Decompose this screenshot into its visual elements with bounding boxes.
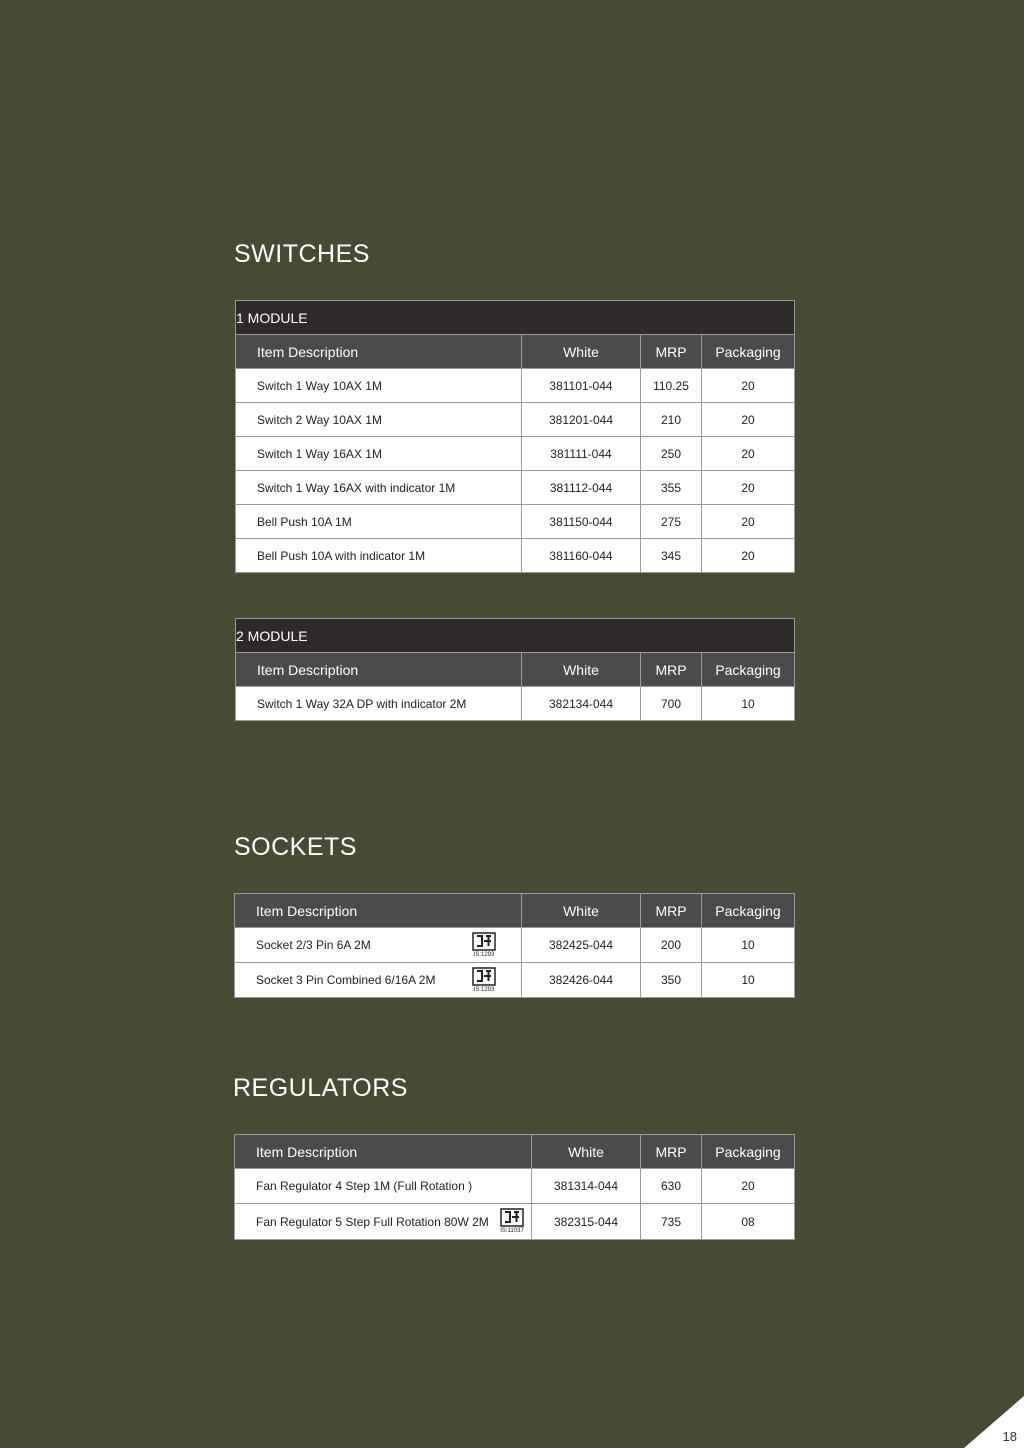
column-header-white: White xyxy=(532,1135,641,1169)
item-packaging: 10 xyxy=(702,928,795,963)
item-code: 381112-044 xyxy=(522,471,641,505)
item-code: 382426-044 xyxy=(522,963,641,998)
module-label: 2 MODULE xyxy=(236,619,795,653)
item-packaging: 20 xyxy=(702,403,795,437)
item-mrp: 700 xyxy=(641,687,702,721)
item-packaging: 20 xyxy=(702,471,795,505)
item-description: Fan Regulator 4 Step 1M (Full Rotation ) xyxy=(235,1169,532,1204)
column-header-item-description: Item Description xyxy=(235,1135,532,1169)
table-row xyxy=(235,1169,795,1204)
column-header-mrp: MRP xyxy=(641,1135,702,1169)
item-description: Fan Regulator 5 Step Full Rotation 80W 2M xyxy=(256,1214,489,1229)
item-packaging: 20 xyxy=(702,505,795,539)
item-description: Bell Push 10A 1M xyxy=(236,505,522,539)
switches-title: SWITCHES xyxy=(234,240,370,268)
item-mrp: 110.25 xyxy=(641,369,702,403)
item-code: 382315-044 xyxy=(532,1204,641,1240)
item-code: 381314-044 xyxy=(532,1169,641,1204)
item-code: 381160-044 xyxy=(522,539,641,573)
item-mrp: 630 xyxy=(641,1169,702,1204)
column-header-white: White xyxy=(522,335,641,369)
table-row xyxy=(235,963,795,998)
table-row xyxy=(236,471,795,505)
item-packaging: 20 xyxy=(702,1169,795,1204)
column-header-white: White xyxy=(522,653,641,687)
isi-mark-icon: IS:1293 xyxy=(472,967,496,994)
sockets-table xyxy=(234,893,795,998)
item-mrp: 345 xyxy=(641,539,702,573)
column-header-item-description: Item Description xyxy=(236,335,522,369)
item-description: Bell Push 10A with indicator 1M xyxy=(236,539,522,573)
item-code: 381101-044 xyxy=(522,369,641,403)
column-header-white: White xyxy=(522,894,641,928)
regulators-table xyxy=(234,1134,795,1240)
column-header-packaging: Packaging xyxy=(702,335,795,369)
item-description: Switch 1 Way 16AX 1M xyxy=(236,437,522,471)
table-row xyxy=(236,687,795,721)
column-header-item-description: Item Description xyxy=(235,894,522,928)
table-row xyxy=(236,539,795,573)
item-mrp: 355 xyxy=(641,471,702,505)
item-packaging: 20 xyxy=(702,369,795,403)
column-header-packaging: Packaging xyxy=(702,653,795,687)
item-description: Switch 1 Way 10AX 1M xyxy=(236,369,522,403)
switches-2-module-table xyxy=(235,618,795,721)
item-packaging: 20 xyxy=(702,437,795,471)
item-packaging: 10 xyxy=(702,687,795,721)
table-row xyxy=(236,437,795,471)
table-row xyxy=(235,928,795,963)
table-row xyxy=(236,505,795,539)
item-description: Switch 1 Way 32A DP with indicator 2M xyxy=(236,687,522,721)
column-header-packaging: Packaging xyxy=(702,894,795,928)
column-header-mrp: MRP xyxy=(641,894,702,928)
column-header-mrp: MRP xyxy=(641,335,702,369)
item-mrp: 210 xyxy=(641,403,702,437)
item-code: 381150-044 xyxy=(522,505,641,539)
item-mrp: 350 xyxy=(641,963,702,998)
item-description: Switch 2 Way 10AX 1M xyxy=(236,403,522,437)
table-row xyxy=(235,1204,795,1240)
item-packaging: 20 xyxy=(702,539,795,573)
item-packaging: 10 xyxy=(702,963,795,998)
table-row xyxy=(236,369,795,403)
column-header-item-description: Item Description xyxy=(236,653,522,687)
isi-mark-icon: IS:1293 xyxy=(472,932,496,959)
item-code: 382425-044 xyxy=(522,928,641,963)
sockets-title: SOCKETS xyxy=(234,833,357,861)
module-label: 1 MODULE xyxy=(236,301,795,335)
item-code: 382134-044 xyxy=(522,687,641,721)
item-code: 381111-044 xyxy=(522,437,641,471)
isi-mark-icon: IS:11037 xyxy=(500,1208,524,1235)
table-row xyxy=(236,403,795,437)
switches-1-module-table xyxy=(235,300,795,573)
item-description: Switch 1 Way 16AX with indicator 1M xyxy=(236,471,522,505)
item-code: 381201-044 xyxy=(522,403,641,437)
item-mrp: 250 xyxy=(641,437,702,471)
column-header-packaging: Packaging xyxy=(702,1135,795,1169)
column-header-mrp: MRP xyxy=(641,653,702,687)
regulators-title: REGULATORS xyxy=(233,1074,408,1102)
item-packaging: 08 xyxy=(702,1204,795,1240)
item-mrp: 275 xyxy=(641,505,702,539)
item-mrp: 200 xyxy=(641,928,702,963)
item-description: Socket 3 Pin Combined 6/16A 2M xyxy=(256,973,436,987)
item-description: Socket 2/3 Pin 6A 2M xyxy=(256,938,371,952)
item-mrp: 735 xyxy=(641,1204,702,1240)
page-number: 18 xyxy=(1002,1429,1017,1444)
